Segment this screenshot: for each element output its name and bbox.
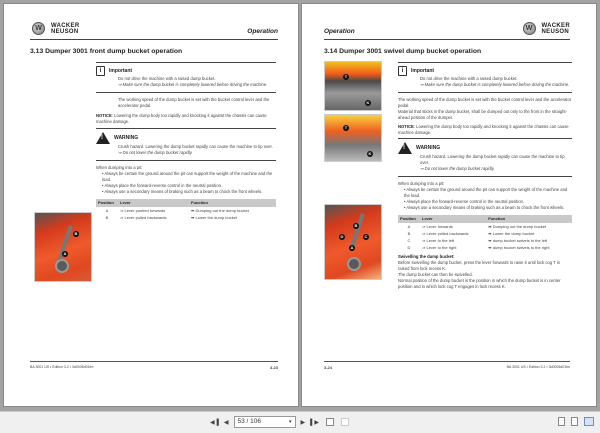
callout-d: D <box>340 234 344 239</box>
important-box <box>96 62 276 93</box>
page-left <box>3 3 299 407</box>
bullet-item: • Always be certain the ground around the pit can support the weight of the machine and the load. <box>102 171 273 182</box>
prev-page-icon[interactable]: ◀ <box>223 419 229 426</box>
swivel-text: The dump bucket can then be swivelled. <box>398 272 473 277</box>
material-note: Material that sticks in the dump bucket, shall be dumped out only to the front in the straight-ahead position of the dumper. <box>398 109 567 120</box>
footer-doc-id: BA 3001 US • Edition 3.2 • 3d0005d01fm <box>506 365 570 369</box>
important-text: Do not drive the machine with a raised dump bucket. <box>118 76 216 81</box>
header-section: Operation <box>324 28 355 35</box>
page-right <box>301 3 597 407</box>
info-icon: i <box>398 66 407 76</box>
page-footer <box>30 361 278 370</box>
callout-t: T <box>344 74 348 79</box>
swivel-text: Normal position of the dump bucket is the position in which the dump bucket is in center position and in which lock cog T engages in lock recess K. <box>398 278 561 289</box>
page-footer <box>324 361 570 370</box>
callout-a: A <box>63 251 67 256</box>
page-number: 3-24 <box>324 365 333 370</box>
view-mode-buttons <box>558 417 594 426</box>
header-section: Operation <box>247 28 278 35</box>
single-page-view-icon[interactable] <box>558 417 565 426</box>
brand-line1: WACKER <box>51 22 80 29</box>
warning-icon <box>96 132 110 144</box>
page-content <box>96 62 276 221</box>
pit-bullets <box>398 187 572 211</box>
pit-intro: When dumping into a pit: <box>96 165 143 170</box>
important-label: Important <box>109 68 133 74</box>
bullet-item: • Always place the forward-reverse control in the neutral position. <box>404 199 525 204</box>
page-content: i Important Do not drive the machine with a raised dump bucket. ⇒ Make sure the dump bucket is completely lowered before driving the machine. The working speed of the dump bucket is set with the bucket control lever and the accelerator pedal. Material that sticks in the dump bucket, shall be dumped out only to the front in the straight-ahead position of the dumper. NOTICE: Lowering the dump body too rapidly and knocking it against the chassis can cause machine damage. ! WARNING Crush hazard. Lowering the dump bucket rapidly can cause the machine to tip over. ⇒ Do not lower the dump bucket rapidly. When dumping into a pit: • Always be certain the ground around the pit can support the weight of the machine and the load. • Always place the forward-reverse control in the neutral position. • Always use a secondary means of braking such as a beam to chock the front wheels. Position Lever Function A ⇒ Lever forwards ➡ Dumping out the dump bucket B ⇒ Lever pulled backwards ➡ Lower the dump bucket C ⇒ Lever to the left ➡ dump bucket swivels to the left D ⇒ Lever to the right ➡ dump bucket swivels to the right Swivelling the dump bucket: Before swivelling the dump bucket, press the lever forwards to raise it until lock cog T is raised from lock recess K. The dump bucket can then be swivelled. Normal position of the dump bucket is the position in which the dump bucket is in center position and in which lock cog T engages in lock recess K. <box>398 62 572 290</box>
callout-c: C <box>364 234 368 239</box>
callout-a: A <box>350 245 354 250</box>
brand-logo: W WACKER NEUSON <box>523 22 570 35</box>
page-navigation <box>210 416 349 428</box>
lock-photo-1 <box>324 61 382 111</box>
bullet-item: • Always be certain the ground around the pit can support the weight of the machine and the load. <box>404 187 568 198</box>
swivel-text: Before swivelling the dump bucket, press the lever forwards to raise it until lock cog T is raised from lock recess K. <box>398 260 560 271</box>
lever-photo <box>34 212 92 282</box>
next-page-icon[interactable]: ▶ <box>300 419 306 426</box>
brand-logo <box>32 22 79 35</box>
header-rule <box>324 39 570 40</box>
table-row: A ⇒ Lever forwards ➡ Dumping out the dump bucket <box>407 223 547 229</box>
speed-note: The working speed of the dump bucket is set with the bucket control lever and the accelerator pedal. <box>118 97 270 108</box>
callout-b: B <box>354 223 358 228</box>
table-row: D ⇒ Lever to the right ➡ dump bucket swivels to the right <box>407 244 550 250</box>
important-box: i Important Do not drive the machine with a raised dump bucket. ⇒ Make sure the dump bucket is completely lowered before driving the machine. <box>398 62 572 93</box>
speed-note: The working speed of the dump bucket is set with the bucket control lever and the accelerator pedal. <box>398 97 572 108</box>
table-row: B ⇒ Lever pulled backwards ➡ Lower the dump bucket <box>407 230 535 236</box>
lock-photo-2 <box>324 114 382 162</box>
page-header <box>324 22 570 38</box>
copy-icon[interactable] <box>326 418 334 426</box>
info-icon: i <box>96 66 105 76</box>
notice: NOTICE: Lowering the dump body too rapidly and knocking it against the chassis can cause machine damage. <box>398 124 569 135</box>
callout-k: K <box>366 100 370 105</box>
swivel-lever-photo <box>324 204 382 280</box>
footer-doc-id: BA 3001 US • Edition 3.2 • 3d0005d01fm <box>30 365 94 369</box>
warning-text: Crush hazard. Lowering the dump bucket rapidly can cause the machine to tip over. <box>118 144 273 149</box>
continuous-view-icon[interactable] <box>571 417 578 426</box>
warning-icon <box>398 142 412 154</box>
page-number: 3-23 <box>269 365 278 370</box>
lever-table: Position Lever Function A ⇒ Lever forwards ➡ Dumping out the dump bucket B ⇒ Lever pulled backwards ➡ Lower the dump bucket C ⇒ Lever to the left ➡ dump bucket swivels to the left D ⇒ Lever to the right ➡ dump bucket swivels to the right <box>398 215 572 251</box>
callout-t: T <box>344 125 348 130</box>
bullet-item: • Always use a secondary means of braking such as a beam to chock the front wheels. <box>102 189 263 194</box>
warning-box <box>96 128 276 161</box>
warning-action: ⇒ Do not lower the dump bucket rapidly. <box>118 150 193 155</box>
paste-icon[interactable] <box>341 418 349 426</box>
brand-line2: NEUSON <box>51 28 79 35</box>
swivel-heading: Swivelling the dump bucket: <box>398 254 455 259</box>
logo-mark-icon: W <box>32 22 45 35</box>
table-row: A ⇒ Lever pushed forwards ➡ Dumping out the dump bucket <box>105 207 249 213</box>
viewer-toolbar <box>0 411 600 433</box>
table-row: B ⇒ Lever pulled backwards ➡ Lower the dump bucket <box>105 214 238 220</box>
notice: NOTICE: Lowering the dump body too rapidly and knocking it against the chassis can cause machine damage. <box>96 113 267 124</box>
important-action: ⇒ Make sure the dump bucket is completely lowered before driving the machine. <box>118 82 268 87</box>
page-header <box>30 22 278 38</box>
two-page-view-icon[interactable] <box>584 417 594 426</box>
last-page-icon[interactable]: ▌▶ <box>310 419 319 426</box>
logo-mark-icon: W <box>523 22 536 35</box>
header-rule <box>30 39 278 40</box>
warning-label: WARNING <box>114 135 139 141</box>
bullet-item: • Always place the forward-reverse control in the neutral position. <box>102 183 223 188</box>
page-number-input[interactable]: 53 / 106 ▾ <box>234 416 296 428</box>
lever-table: Position Lever Function A ⇒ Lever pushed forwards ➡ Dumping out the dump bucket B ⇒ Lever pulled backwards ➡ Lower the dump bucket <box>96 199 276 221</box>
section-title: 3.14 Dumper 3001 swivel dump bucket operation <box>324 48 482 55</box>
section-title: 3.13 Dumper 3001 front dump bucket operation <box>30 48 183 55</box>
warning-box: ! WARNING Crush hazard. Lowering the dump bucket rapidly can cause the machine to tip over. ⇒ Do not lower the dump bucket rapidly. <box>398 138 572 177</box>
callout-b: B <box>74 231 78 236</box>
first-page-icon[interactable]: ◀▐ <box>210 419 219 426</box>
callout-k: K <box>368 151 372 156</box>
chevron-down-icon[interactable]: ▾ <box>288 419 292 425</box>
table-row: C ⇒ Lever to the left ➡ dump bucket swivels to the left <box>407 237 548 243</box>
bullet-item: • Always use a secondary means of braking such as a beam to chock the front wheels. <box>404 205 565 210</box>
pit-bullets <box>96 171 276 195</box>
